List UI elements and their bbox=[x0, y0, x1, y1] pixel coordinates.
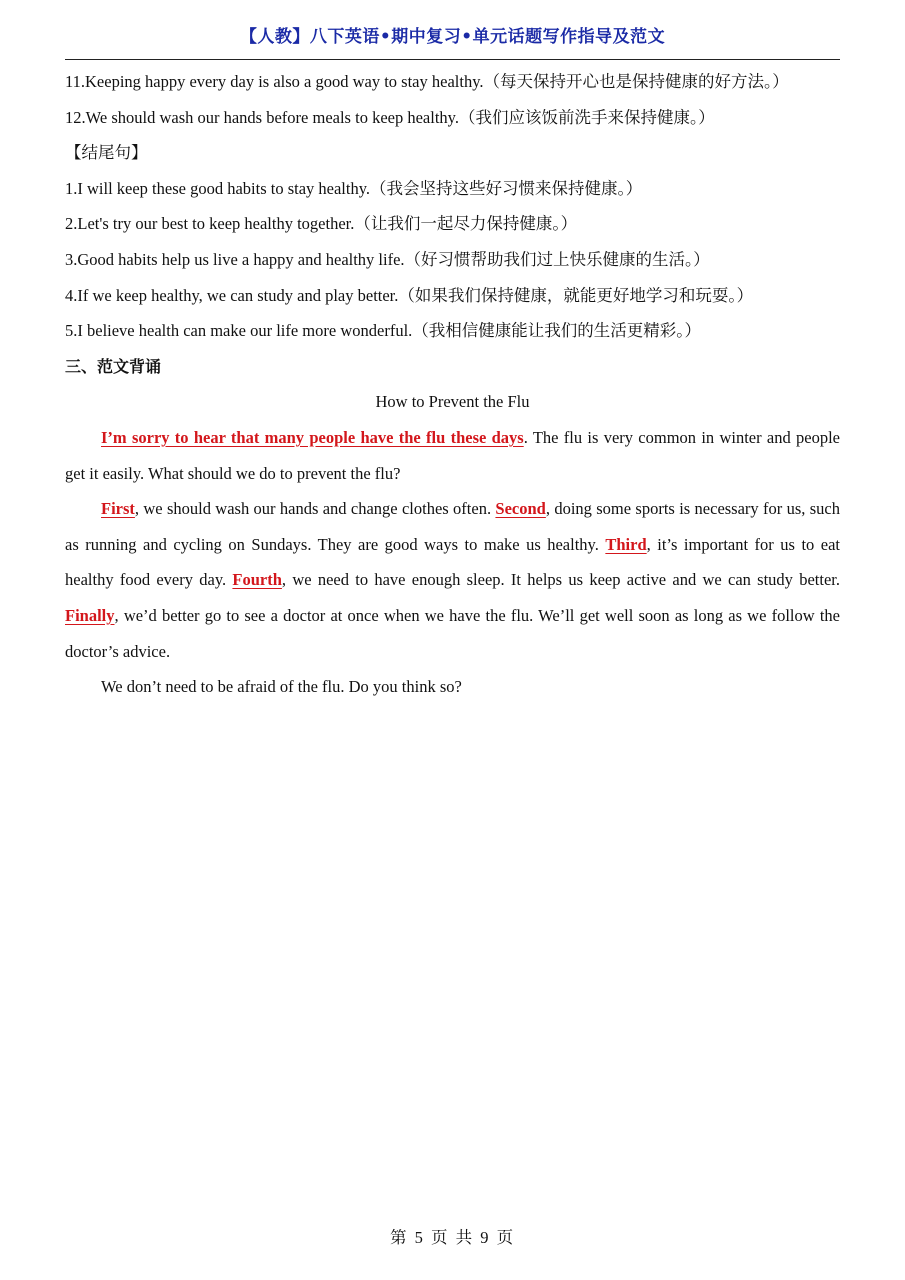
highlight-phrase: I’m sorry to hear that many people have the flu these days bbox=[101, 427, 524, 447]
page-number: 第 5 页 共 9 页 bbox=[389, 1228, 516, 1247]
paragraph-text: . The flu is very common in winter and people get it easily. What should we do to prevent the flu? bbox=[65, 427, 840, 483]
paragraph-text: , we need to have enough sleep. It helps us keep active and we can study better. bbox=[281, 570, 840, 590]
page-header-title: 【人教】八下英语•期中复习•单元话题写作指导及范文 bbox=[239, 27, 666, 47]
sentence-item: 11.Keeping happy every day is also a good way to stay healthy.（每天保持开心也是保持健康的好方法。） bbox=[65, 72, 789, 91]
essay-paragraph-1 bbox=[65, 420, 840, 491]
closing-sentence: 4.If we keep healthy, we can study and play better.（如果我们保持健康，就能更好地学习和玩耍。） bbox=[65, 285, 754, 305]
closing-sentence: 1.I will keep these good habits to stay healthy.（我会坚持这些好习惯来保持健康。） bbox=[65, 178, 643, 198]
essay-paragraph-3: We don’t need to be afraid of the flu. Do you think so? bbox=[101, 677, 462, 697]
paragraph-text: , we should wash our hands and change clothes often. bbox=[134, 499, 496, 519]
section-heading: 三、范文背诵 bbox=[65, 356, 162, 376]
closing-heading: 【结尾句】 bbox=[65, 143, 148, 163]
highlight-second: Second bbox=[495, 499, 546, 519]
essay-title: How to Prevent the Flu bbox=[375, 392, 530, 412]
paragraph-text: , doing some sports is necessary for us, such as running and cycling on Sundays. They are good ways to make us healthy. bbox=[65, 499, 840, 554]
paragraph-text: , it’s important for us to eat healthy food every day. bbox=[65, 534, 840, 590]
closing-sentence: 5.I believe health can make our life more wonderful.（我相信健康能让我们的生活更精彩。） bbox=[65, 321, 702, 341]
essay-paragraph-2 bbox=[65, 491, 840, 669]
highlight-first: First bbox=[101, 499, 135, 519]
sentence-item: 12.We should wash our hands before meals to keep healthy.（我们应该饭前洗手来保持健康。） bbox=[65, 107, 715, 127]
closing-sentence: 2.Let's try our best to keep healthy together.（让我们一起尽力保持健康。） bbox=[65, 214, 578, 234]
header-divider bbox=[65, 59, 840, 60]
page-content bbox=[65, 64, 840, 705]
highlight-fourth: Fourth bbox=[232, 570, 282, 590]
closing-sentence: 3.Good habits help us live a happy and healthy life.（好习惯帮助我们过上快乐健康的生活。） bbox=[65, 249, 710, 269]
highlight-third: Third bbox=[605, 534, 647, 554]
paragraph-text: , we’d better go to see a doctor at once when we have the flu. We’ll get well soon as long as we follow the doctor’s advice. bbox=[65, 605, 840, 661]
highlight-finally: Finally bbox=[65, 605, 115, 625]
